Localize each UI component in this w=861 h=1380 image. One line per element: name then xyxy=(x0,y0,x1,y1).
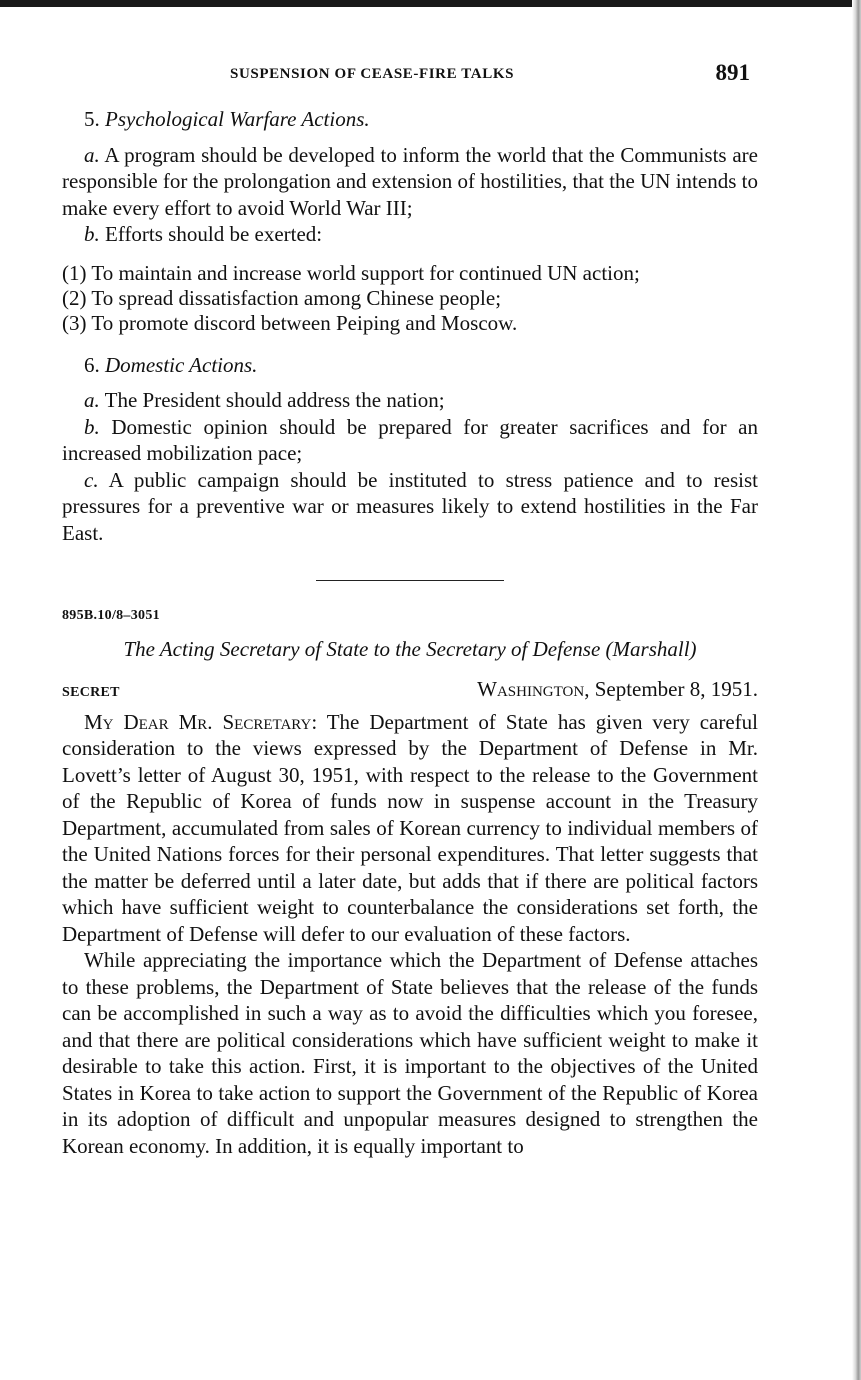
section-6-c-label: c. xyxy=(84,467,99,492)
section-5-a-label: a. xyxy=(84,142,100,167)
section-6-b-label: b. xyxy=(84,414,100,439)
dateline xyxy=(62,676,758,707)
section-5-b-label: b. xyxy=(84,222,100,246)
document-title-prefix: The Acting Secretary of State to the Secretary of Defense ( xyxy=(123,636,613,661)
list-item: (1) To maintain and increase world support for continued UN action; xyxy=(62,260,640,285)
place: Washington xyxy=(477,677,585,701)
section-6-c-text: A public campaign should be instituted to stress patience and to resist pressures for a preventive war or measures likely to extend hostilities in the Far East. xyxy=(62,467,759,545)
scan-edge-right xyxy=(852,0,861,1380)
section-6-b xyxy=(62,414,758,467)
section-5-b-text: Efforts should be exerted: xyxy=(105,222,323,246)
letter-paragraph-1 xyxy=(62,709,758,948)
file-number: 895B.10/8–3051 xyxy=(62,608,160,623)
salutation: My Dear Mr. Secretary xyxy=(84,709,312,734)
list-item: (3) To promote discord between Peiping and Moscow. xyxy=(62,310,518,335)
page-header xyxy=(60,62,760,92)
page-number: 891 xyxy=(715,60,750,85)
page-body xyxy=(62,106,758,1159)
section-5-heading xyxy=(62,106,758,133)
section-5-title: Psychological Warfare Actions. xyxy=(105,107,370,131)
section-6-title: Domestic Actions. xyxy=(105,352,258,377)
classification-mark: SECRET xyxy=(62,685,120,700)
section-5-a xyxy=(62,142,758,222)
section-6-a-label: a. xyxy=(84,388,100,412)
letter-paragraph-2: While appreciating the importance which the Department of Defense attaches to these problems, the Department of State believes that the release of the funds can be accomplished in such a way as to avoid the difficulties which you foresee, and that there are political considerations which have sufficient weight to make it desirable to take this action. First, it is important to the objectives of the United States in Korea to take action to support the Government of the Republic of Korea in its adoption of difficult and unpopular measures designed to strengthen the Korean economy. In addition, it is equally important to xyxy=(62,948,758,1158)
place-date xyxy=(477,676,758,703)
running-head: SUSPENSION OF CEASE-FIRE TALKS xyxy=(230,66,515,82)
list-item: (2) To spread dissatisfaction among Chinese people; xyxy=(62,285,502,310)
section-6-heading xyxy=(62,352,758,379)
section-5-a-text: A program should be developed to inform the world that the Communists are responsible for the prolongation and extension of hostilities, that the UN intends to make every effort to avoid World War III; xyxy=(62,142,759,220)
section-6-b-text: Domestic opinion should be prepared for greater sacrifices and for an increased mobilization pace; xyxy=(62,414,759,465)
document-title xyxy=(62,636,758,663)
date: , September 8, 1951. xyxy=(584,677,758,701)
paragraph-1-text: : The Department of State has given very careful consideration to the views expressed by the Department of Defense in Mr. Lovett’s letter of August 30, 1951, with respect to the release to the Government of the Republic of Korea of funds now in suspense account in the Treasury Department, accumulated from sales of Korean currency to individual members of the United Nations forces for their personal expenditures. That letter suggests that the matter be deferred until a later date, but adds that if there are political factors which have sufficient weight to counterbalance the considerations set forth, the Department of Defense will defer to our evaluation of these factors. xyxy=(62,709,758,946)
section-6-a-text: The President should address the nation; xyxy=(104,388,445,412)
section-5-list xyxy=(62,262,758,334)
section-5-b xyxy=(62,221,758,248)
section-divider xyxy=(316,580,504,581)
document-title-suffix: ) xyxy=(689,636,697,661)
section-5-number: 5. xyxy=(84,107,100,131)
scan-edge-top xyxy=(0,0,861,7)
section-6-number: 6. xyxy=(84,352,100,377)
document-title-name: Marshall xyxy=(612,636,690,661)
section-6-c xyxy=(62,467,758,547)
section-6-a xyxy=(62,387,758,414)
